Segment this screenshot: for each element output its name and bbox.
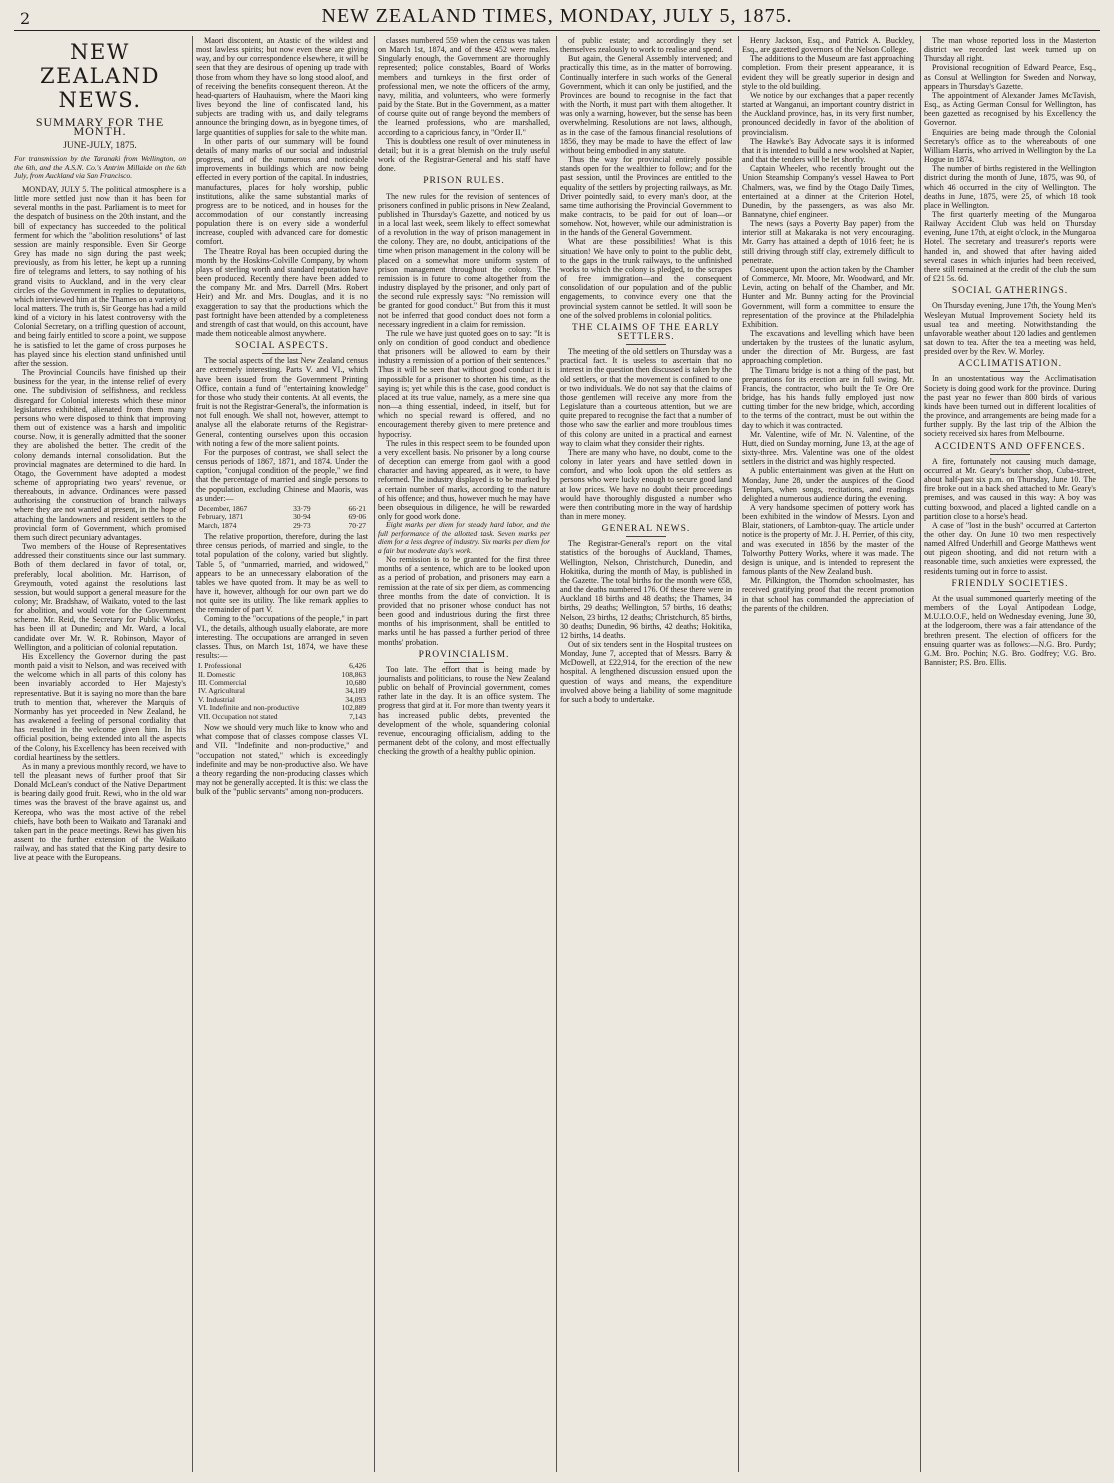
article-paragraph: For the purposes of contrast, we shall select the census periods of 1867, 1871, and 1874. Under the caption, "conjugal condition of the people," we find that the percentage of married and single persons to the population, excluding Chinese and Maoris, was as under:— — [196, 447, 368, 503]
table-cell: 33·79 — [293, 503, 311, 513]
article-paragraph: At the usual summoned quarterly meeting of the members of the Loyal Antipodean Lodge, M.U.I.O.O.F., held on Wednesday evening, June 30, at the lodgeroom, there was a fair attendance of the brethren present. The election of officers for the ensuing quarter was as follows:—N.G. Bro. Purdy; G.M. Bro. Pochin; N.G. Bro. Godfrey; V.G. Bro. Bannister; P.S. Bro. Ellis. — [924, 593, 1096, 667]
article-paragraph: Captain Wheeler, who recently brought out the Union Steamship Company's vessel Hawea to Port Chalmers, was, we find by the Otago Daily Times, entertained at a dinner at the Criterion Hotel, Dunedin, by the passengers, as was also Mr. Bannatyne, chief engineer. — [742, 164, 914, 219]
article-paragraph: Mr. Pilkington, the Thorndon schoolmaster, has received gratifying proof that the recent promotion in that school has commanded the appreciation of the parents of the children. — [742, 576, 914, 613]
column-5 — [742, 36, 914, 1472]
article-paragraph: Now we should very much like to know who and what compose that of classes compose classes VI. and VII. "Indefinite and non-productive," and "occupation not stated," which is exceedingly indefinite and may be non-productive also. We have a theory regarding the non-producing classes which may not be generally accepted. It is this: we class the bulk of the "public servants" among non-producers. — [196, 723, 368, 797]
article-paragraph: The man whose reported loss in the Masterton district we recorded last week turned up on Thursday all right. — [924, 36, 1096, 64]
article-paragraph: Provisional recognition of Edward Pearce, Esq., as Consul at Wellington for Sweden and Norway, appears in Thursday's Gazette. — [924, 63, 1096, 91]
marks-scale: Eight marks per diem for steady hard labor, and the full performance of the allotted task. Seven marks per diem for a less degree of industry. Six marks per diem for a fair but moderate day's work. — [378, 520, 550, 555]
running-head: NEW ZEALAND TIMES, MONDAY, JULY 5, 1875. — [321, 5, 793, 27]
occupations-table — [196, 662, 368, 721]
column-2 — [196, 36, 368, 1472]
table-cell: 7,143 — [349, 711, 366, 721]
table-cell: 10,680 — [345, 678, 366, 688]
column-6 — [924, 36, 1096, 1472]
section-heading: GENERAL NEWS. — [560, 525, 732, 537]
table-cell: 34,093 — [345, 694, 366, 704]
table-row — [196, 522, 368, 530]
section-subtitle: SUMMARY FOR THE MONTH. — [35, 115, 165, 139]
column-1 — [14, 36, 186, 1472]
article-paragraph: Thus the way for provincial entirely possible stands open for the wealthier to follow; and for the past session, until the Provinces are entitled to the equality of the settlers by projecting railways, as Mr. Driver pointedly said, to every man's door, at the same time authorising the Provincial Government to make contracts, to be paid for out of loan—or somehow. Not, however, while our administration is in the hands of the General Government. — [560, 155, 732, 238]
article-paragraph: What are these possibilities! What is this situation! We have only to point to the public debt, to the gaps in the trunk railways, to the unfinished works to which the colony is pledged, to the scrapes of free immigration—and the consequent consolidation of our population and of the public engagements, to convince every one that the provincial system cannot be settled. It will soon be one of the solved problems in colonial politics. — [560, 237, 732, 320]
census-table — [196, 505, 368, 530]
article-paragraph: The Timaru bridge is not a thing of the past, but preparations for its erection are in full swing. Mr. Francis, the contractor, who built the Te Ore Ore bridge, has his hands fully employed just now cutting timber for the new bridge, which, according to the terms of the contract, must be out within the day to which it was contracted. — [742, 365, 914, 430]
article-paragraph: The Theatre Royal has been occupied during the month by the Hoskins-Colville Company, by whom plays of sterling worth and standard reputation have been produced. Recently there have been added to the company Mr. and Mrs. Darrell (Mrs. Robert Heir) and Mr. and Mrs. Douglas, and it is no exaggeration to say that the productions which the past fortnight have been attended by a completeness and strength of cast that would, on this account, have made them noticeable almost anywhere. — [196, 246, 368, 338]
masthead — [14, 5, 1100, 29]
table-cell: 70·27 — [348, 520, 366, 530]
column-4 — [560, 36, 732, 1472]
table-cell: 108,863 — [341, 669, 366, 679]
article-paragraph: The appointment of Alexander James McTavish, Esq., as Acting German Consul for Wellington, has been gazetted as recognised by his Excellency the Governor. — [924, 90, 1096, 128]
article-paragraph: The number of births registered in the Wellington district during the month of June, 1875, was 90, of which 46 occurred in the city of Wellington. The deaths in June, 1875, were 25, of which 18 took place in Wellington. — [924, 164, 1096, 210]
article-paragraph: Enquiries are being made through the Colonial Secretary's office as to the whereabouts of one William Harris, who arrived in Wellington by the La Hogue in 1874. — [924, 127, 1096, 165]
table-cell: March, 1874 — [198, 520, 237, 530]
article-paragraph: Out of six tenders sent in the Hospital trustees on Monday, June 7, accepted that of Messrs. Barry & McDowell, at £22,914, for the erection of the new hospital. A lengthened discussion ensued upon the question of ways and means, the expenditure involved above being a liability of some magnitude for such a body to undertake. — [560, 640, 732, 704]
table-cell: February, 1871 — [198, 512, 244, 522]
article-paragraph: Henry Jackson, Esq., and Patrick A. Buckley, Esq., are gazetted governors of the Nelson College. — [742, 36, 914, 55]
table-cell: 30·94 — [293, 512, 311, 522]
columns — [14, 36, 1100, 1472]
section-heading: FRIENDLY SOCIETIES. — [924, 580, 1096, 592]
article-paragraph: The rule we have just quoted goes on to say: "It is only on condition of good conduct and obedience that prisoners will be allowed to earn by their industry a remission of a portion of their sentences." Thus it will be seen that without good conduct it is impossible for a prisoner to shorten his time, as the saying is; yet while this is the case, good conduct is placed at its true value, namely, as a mere sine qua non—a thing essential, indeed, in itself, but for which no special reward is offered, and no encouragement thereby given to mere pretence and hypocrisy. — [378, 328, 550, 439]
page-number: 2 — [20, 9, 31, 28]
article-paragraph: classes numbered 559 when the census was taken on March 1st, 1874, and of these 452 were males. Singularly enough, the Government are thoroughly represented; police constables, Board of Works members and turnkeys in the first order of professional men, we note the officers of the army, navy, militia, and volunteers, who were formerly paid by the State. But in the Government, as a matter of course quite out of range beyond the members of the learned professions, who are marshalled, according to a capricious fancy, in "Order II." — [378, 36, 550, 137]
article-paragraph: In other parts of our summary will be found details of many marks of our social and industrial progress, and of the numerous and noticeable improvements in buildings which are now being effected in every portion of the capital. In industries, manufactures, places for holy worship, public institutions, alike the same substantial marks of progress are to be noticed, and in houses for the accommodation of our constantly increasing population there is on every side a wonderful increase, coupled with advanced care for domestic comfort. — [196, 136, 368, 247]
table-cell: III. Commercial — [198, 678, 247, 688]
article-paragraph: MONDAY, JULY 5. The political atmosphere is a little more settled just now than it has been for several months in the past. Parliament is to meet for the despatch of business on the 20th instant, and the bill of expectancy has succeeded to the political ferment for which the "abolition resolutions" of last session are mainly responsible. Even Sir George Grey has made no sign during the past week; previously, as from his letter, he kept up a running fire of telegrams and letters, to say nothing of his grand visits to Auckland, and in the very clear circles of the Government in replies to deputations, which interviewed him at the Thames on a variety of local matters. The truth is, Sir George has had a mild kind of a victory in his latest controversy with the Colonial Secretary, on a trifling question of account, and being fairly entitled to score a point, we suppose he is satisfied to let the game of cross purposes he has played since his election stand unfinished until after the session. — [14, 184, 186, 368]
column-3 — [378, 36, 550, 1472]
table-cell: 6,426 — [349, 661, 366, 671]
article-paragraph: A public entertainment was given at the Hutt on Monday, June 28, under the auspices of the Good Templars, when songs, recitations, and readings delighted a numerous audience during the evening. — [742, 466, 914, 503]
article-paragraph: The excavations and levelling which have been undertaken by the trustees of the lunatic asylum, under the direction of Mr. Burgess, are fast approaching completion. — [742, 329, 914, 366]
article-paragraph: The new rules for the revision of sentences of prisoners confined in public prisons in New Zealand, published in Thursday's Gazette, and noticed by us in a local last week, seem likely to effect somewhat of a revolution in the way of prison management in the colony. They are, no doubt, anticipations of the time when prison management in the colony will be placed on a somewhat more uniform system of prison management throughout the colony. The remission is in future to come altogether from the industry displayed by the prisoner, and only part of the second rule expressly says: "No remission will be granted for good conduct." But from this it must not be inferred that good conduct does not form a necessary ingredient in a claim for remission. — [378, 191, 550, 329]
article-paragraph: In an unostentatious way the Acclimatisation Society is doing good work for the province. During the past year no fewer than 800 birds of various kinds have been turned out in different localities of the province, and arrangements are being made for a further supply. By the last trip of the Albion the society received six hares from Melbourne. — [924, 374, 1096, 439]
article-paragraph: There are many who have, no doubt, come to the colony in later years and have settled down in comfort, and who look upon the old settlers as persons who were lucky enough to secure good land at low prices. We have no doubt their proceedings would have thoroughly disgusted a number who were then contributing more in the way of hardship than in mere money. — [560, 447, 732, 521]
article-paragraph: His Excellency the Governor during the past month paid a visit to Nelson, and was received with the welcome which in all parts of this colony has been invariably accorded to Her Majesty's representative. But it is saying no more than the bare truth to mention that, wherever the Marquis of Normanby has yet proceeded in New Zealand, he has awakened a feeling of personal cordiality that has resulted in the welcome given him. In his official position, being extended into all the aspects of the Colony, his Excellency has been received with cordial heartiness by the settlers. — [14, 651, 186, 762]
article-paragraph: Maori discontent, an Atastic of the wildest and most lawless spirits; but now even these are giving way, and by our correspondence elsewhere, it will be seen that they are desirous of opening up trade with those from whom they have so long stood aloof, and of receiving the benefits consequent thereon. At the head-quarters of Hauhauism, where the Maori king lives beyond the line of confiscated land, his subjects are trading with us, and daily telegrams announce the bringing down, as in byegone times, of large quantities of supplies for sale to the white man. — [196, 36, 368, 137]
article-paragraph: Two members of the House of Representatives addressed their constituents since our last summary. Both of them declared in favor of total, or, preferably, local abolition. Mr. Harrison, of Greymouth, voted against the resolutions last session, but would support a general measure for the colony; Mr. Bradshaw, of Waikato, voted to the last for abolition, and would vote for the Government scheme. Mr. Reid, the Secretary for Public Works, has been ill at Dunedin; and Mr. Ward, a local candidate over Mr. W. R. Robinson, Mayor of Wellington, and a politician of colonial reputation. — [14, 542, 186, 652]
article-paragraph: The meeting of the old settlers on Thursday was a practical fact. It is useless to ascertain that no interest in the question then discussed is taken by the old settlers, or that the movement is confined to one or two individuals. We do not say that the claims of those gentlemen will receive any more from the Legislature than a courteous attention, but we are quite prepared to recognise the fact that a number of those who saw the earlier and more troublous times of this colony are united in a practical and earnest way to claim what they consider their rights. — [560, 347, 732, 448]
section-heading: ACCIDENTS AND OFFENCES. — [924, 443, 1096, 455]
table-row — [196, 713, 368, 721]
masthead-rule — [14, 30, 1100, 31]
table-cell: 66·21 — [348, 503, 366, 513]
section-heading: THE CLAIMS OF THE EARLY SETTLERS. — [560, 324, 732, 345]
article-paragraph: of public estate; and accordingly they set themselves zealously to work to realise and spend. — [560, 36, 732, 55]
section-heading: SOCIAL ASPECTS. — [196, 342, 368, 354]
article-paragraph: Mr. Valentine, wife of Mr. N. Valentine, of the Hutt, died on Sunday morning, June 13, at the age of sixty-three. Mrs. Valentine was one of the oldest settlers in the district and was highly respected. — [742, 429, 914, 467]
section-heading: PROVINCIALISM. — [378, 651, 550, 663]
dateline: JUNE-JULY, 1875. — [63, 141, 137, 152]
article-paragraph: Too late. The effort that is being made by journalists and politicians, to rouse the New Zealand public on behalf of Provincial government, comes rather late in the day. It is an office system. The progress that gird at it. For more than twenty years it has increased public debts, prevented the development of the whole, squandering colonial revenue, encouraging officialism, adding to the permanent debt of the colony, and most effectually checking the growth of a healthy public opinion. — [378, 664, 550, 757]
article-paragraph: The Provincial Councils have finished up their business for the year, in the intense relief of every one. The subdivision of selfishness, and reckless disregard for Colonial interests which these minor legislatures exhibited, alienated from them many persons who were disposed to think that improving them out of existence was a harsh and impolitic course. Now, it is generally admitted that the sooner they are abolished the better. The credit of the colony demands internal consolidation. But the provincial magnates are determined to die hard. In Otago, the Government have adopted a modest scheme of appropriating two years' revenue, or thereabouts, in advance. Ordinances were passed authorising the construction of branch railways where they are not wanted at present, in the hope of attaching the landowners and resident settlers to the provincial form of Government, which promised them such direct pecuniary advantages. — [14, 368, 186, 542]
table-cell: VII. Occupation not stated — [198, 711, 278, 721]
section-heading: PRISON RULES. — [378, 177, 550, 189]
article-paragraph: The Hawke's Bay Advocate says it is informed that it is intended to build a new woolshed at Napier, and that the tenders will be let shortly. — [742, 136, 914, 165]
section-heading: SOCIAL GATHERINGS. — [924, 287, 1096, 299]
table-cell: I. Professional — [198, 661, 242, 671]
article-paragraph: Coming to the "occupations of the people," in part VI., the details, although usually elaborate, are more interesting. The occupations are arranged in seven classes. Thus, on March 1st, 1874, we have these results:— — [196, 614, 368, 661]
article-paragraph: The rules in this respect seem to be founded upon a very excellent basis. No prisoner by a long course of deception can emerge from gaol with a good character and having appeared, as it were, to have reformed. The industry displayed is to be marked by a certain number of marks, according to the nature of his offence; and thus, however much he may have been obsequious in diligence, he will be rewarded only for good work done. — [378, 438, 550, 521]
table-cell: 102,889 — [341, 703, 366, 713]
article-paragraph: A case of "lost in the bush" occurred at Carterton the other day. On June 10 two men respectively named Alfred Underhill and George Matthews went out pigeon shooting, and did not return with a reasonable time, such anxieties were expressed, the residents turning out in force to assist. — [924, 520, 1096, 576]
article-paragraph: The social aspects of the last New Zealand census are extremely interesting. Parts V. and VI., which have been issued from the Government Printing Office, contain a fund of "entertaining knowledge" for those who study their contents. At all events, the fruit is not the Registrar-General's, the information is not full enough. We shall not, however, attempt to analyse all the elaborate returns of the Registrar-General, contenting ourselves upon this occasion with noting a few of the more salient points. — [196, 356, 368, 448]
section-heading: ACCLIMATISATION. — [924, 360, 1096, 372]
article-paragraph: A very handsome specimen of pottery work has been exhibited in the window of Messrs. Lyon and Blair, stationers, of Lambton-quay. The article under notice is the property of Mr. J. H. Perrier, of this city, and was executed in 1856 by the master of the Tolworthy Pottery Works, where it was made. The design is unique, and is intended to represent the famous plants of the New Zealand bush. — [742, 502, 914, 577]
article-paragraph: No remission is to be granted for the first three months of a sentence, which are to be looked upon as a period of probation, and prisoners may earn a remission at the rate of six per diem, as commencing three months from the date of conviction. It is provided that no prisoner whose conduct has not been good and industrious during the first three months of his imprisonment, shall be entitled to marks until he has passed a further period of three months' probation. — [378, 555, 550, 647]
article-paragraph: This is doubtless one result of over minuteness in detail; but it is a great blemish on the truly useful work of the Registrar-General and his staff have done. — [378, 136, 550, 174]
article-paragraph: The news (says a Poverty Bay paper) from the interior still at Makaraka is not very encouraging. Mr. Garry has attained a depth of 1016 feet; he is still driving through stiff clay, extremely difficult to penetrate. — [742, 219, 914, 265]
table-cell: 34,189 — [345, 686, 366, 696]
table-cell: 69·06 — [348, 512, 366, 522]
table-cell: IV. Agricultural — [198, 686, 245, 696]
article-paragraph: Consequent upon the action taken by the Chamber of Commerce, Mr. Moore, Mr. Woodward, and Mr. Levin, acting on behalf of the Chamber, and Mr. Hunter and Mr. Bunny acting for the Provincial Government, will form a committee to ensure the representation of the province at the Philadelphia Exhibition. — [742, 264, 914, 329]
table-cell: VI. Indefinite and non-productive — [198, 703, 300, 713]
table-cell: December, 1867 — [198, 503, 248, 513]
article-paragraph: The relative proportion, therefore, during the last three census periods, of married and single, to the total population of the colony, varied but slightly. Table 5, of "unmarried, married, and widowed," appears to be an unnecessary elaboration of the tables we have quoted from. It may be as well to have it, however, although for our own part we do not quite see its utility. The like remark applies to the remainder of part V. — [196, 532, 368, 615]
table-cell: II. Domestic — [198, 669, 236, 679]
table-cell: 29·73 — [293, 520, 311, 530]
article-paragraph: As in many a previous monthly record, we have to tell the pleasant news of further proof that Sir Donald McLean's conduct of the Native Department is bearing daily good fruit. Rewi, who in the old war times was the bravest of the brave against us, and Kereopa, who was the most active of the rebel chiefs, have both been to Waikato and Taranaki and taken part in the peace meetings. Rewi has given his assent to the further extension of the Waikato railway, and has stated that the King party desire to live at peace with the Europeans. — [14, 761, 186, 863]
section-title: NEW ZEALAND NEWS. — [40, 40, 160, 112]
article-paragraph: On Thursday evening, June 17th, the Young Men's Wesleyan Mutual Improvement Society held its usual tea and meeting. Notwithstanding the unfavorable weather about 120 ladies and gentlemen sat down to tea. After the tea a meeting was held, presided over by the Rev. W. Morley. — [924, 301, 1096, 357]
article-paragraph: The first quarterly meeting of the Mungaroa Railway Accident Club was held on Thursday evening, June 17th, at eight o'clock, in the Mungaroa Hotel. The secretary and treasurer's reports were handed in, and showed that after having aided several cases in which injuries had been received, there still remained at the credit of the club the sum of £21 5s. 6d. — [924, 209, 1096, 284]
article-paragraph: We notice by our exchanges that a paper recently started at Wanganui, an important country district in the Auckland province, has, in its very first number, pronounced decidedly in favor of the abolition of provincialism. — [742, 90, 914, 137]
article-paragraph: A fire, fortunately not causing much damage, occurred at Mr. Geary's butcher shop, Cuba-street, about half-past six p.m. on Thursday, June 10. The fire broke out in a back shed attached to Mr. Geary's premises, and was caused in this way: A boy was cutting boxwood, and placed a lighted candle on a partition close to a horse's head. — [924, 456, 1096, 521]
transmission-notice: For transmission by the Taranaki from Wellington, on the 6th, and the A.S.N. Co.'s Antrim Millaide on the 6th July, from Auckland via San Francisco. — [14, 154, 186, 181]
article-paragraph: But again, the General Assembly intervened; and practically this time, as in the matter of borrowing. Continually interfere in such works of the General Government, which it can only be justified, and the Provinces are bound to recognise in the fact that with the North, it must part with them altogether. It was only a warning, however, but the sense has been overwhelming. Resolutions are not laws, although, as in the case of the famous financial resolutions of 1856, they may be made to have the effect of law without being embodied in any statute. — [560, 54, 732, 155]
article-paragraph: The Registrar-General's report on the vital statistics of the boroughs of Auckland, Thames, Wellington, Nelson, Christchurch, Dunedin, and Hokitika, during the month of May, is published in the Gazette. The total births for the month were 658, and the deaths numbered 176. Of these there were in Auckland 18 births and 48 deaths; the Thames, 34 births, 29 deaths; Wellington, 57 births, 16 deaths; Nelson, 23 births, 12 deaths; Christchurch, 85 births, 30 deaths; Dunedin, 96 births, 42 deaths; Hokitika, 12 births, 14 deaths. — [560, 539, 732, 640]
article-paragraph: The additions to the Museum are fast approaching completion. From their present appearance, it is evident they will be greatly superior in design and style to the old building. — [742, 54, 914, 91]
table-cell: V. Industrial — [198, 694, 235, 704]
